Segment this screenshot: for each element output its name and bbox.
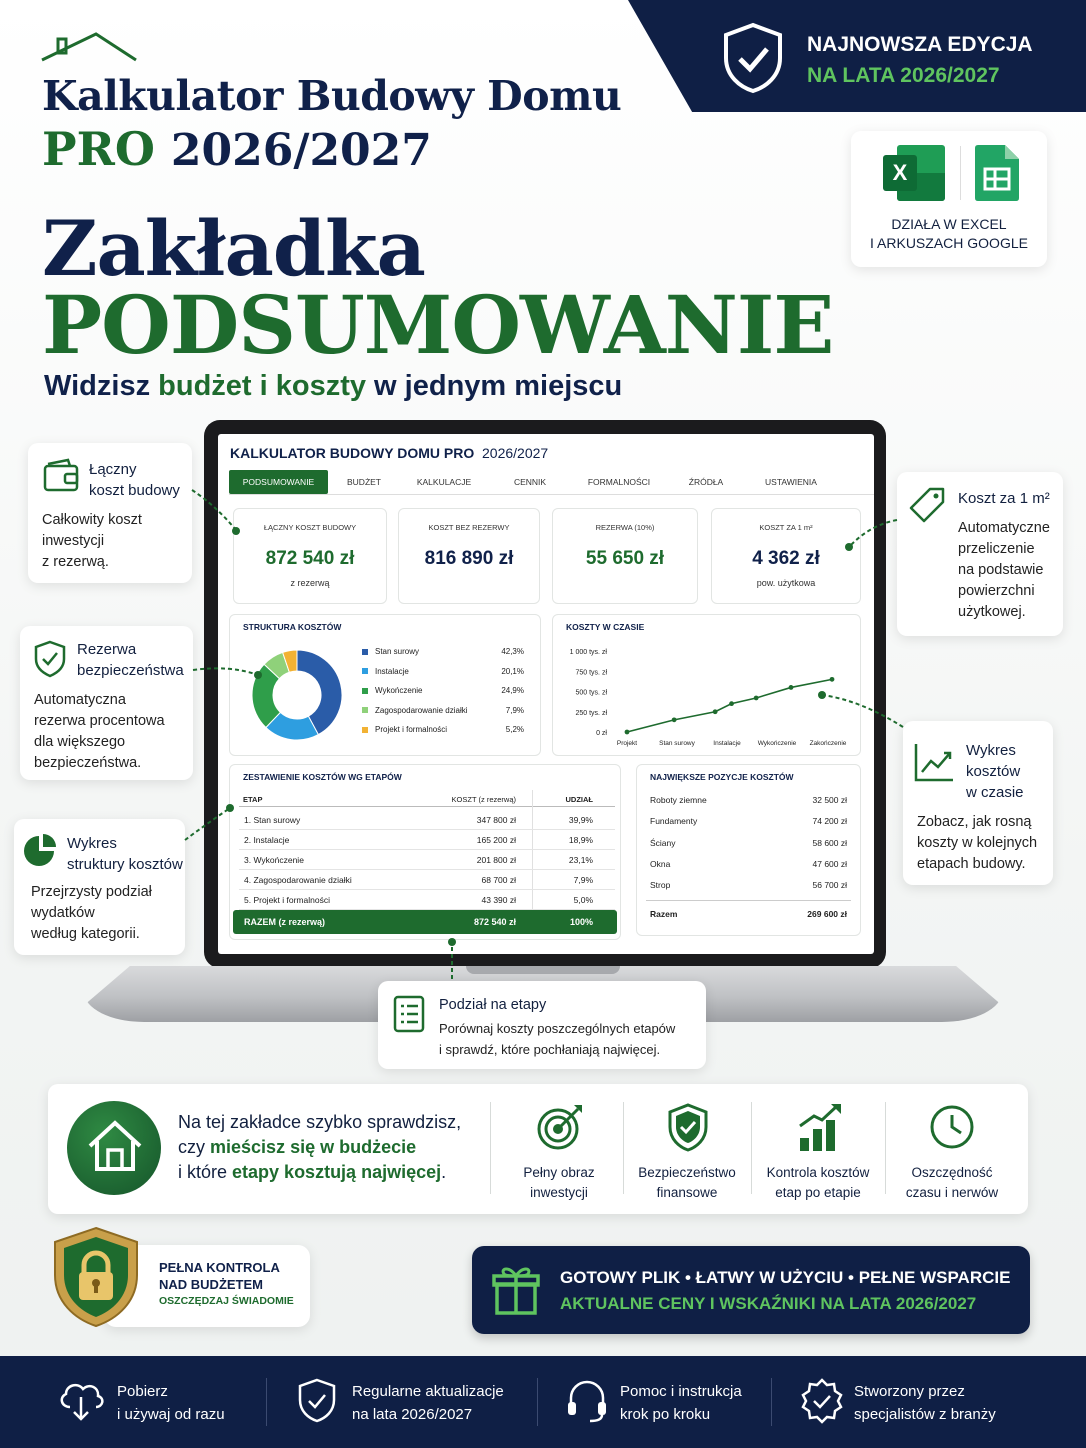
y-tick-label: 1 000 tys. zł [569, 649, 607, 656]
top-item-name: Strop [650, 880, 671, 891]
top-item-name: Fundamenty [650, 816, 698, 827]
footer-updates: Regularne aktualizacje na lata 2026/2027 [352, 1383, 504, 1423]
stages-total-name: RAZEM (z rezerwą) [244, 917, 326, 927]
house-icon [86, 1118, 144, 1174]
top-item-name: Okna [650, 858, 671, 869]
stage-share: 7,9% [573, 875, 593, 885]
shield-check-icon [297, 1378, 337, 1424]
stage-name: 2. Instalacje [244, 835, 290, 845]
stage-name: 3. Wykończenie [244, 855, 304, 865]
page-title: Zakładka [42, 204, 425, 293]
callout-time-title: Wykres kosztów w czasie [966, 742, 1024, 801]
bar-chart-icon [797, 1102, 843, 1152]
top-total-value: 269 600 zł [807, 909, 847, 919]
feature-security: Bezpieczeństwo finansowe [638, 1165, 736, 1200]
legend-item: Instalacje [362, 667, 409, 676]
headset-icon [566, 1378, 608, 1424]
callout-total-text: Całkowity koszt inwestycji z rezerwą. [42, 512, 142, 570]
kpi-total: ŁĄCZNY KOSZT BUDOWY 872 540 zł z rezerwą [233, 508, 387, 604]
legend-item: Projekt i formalności [362, 725, 447, 734]
edition-line2: NA LATA 2026/2027 [807, 64, 1000, 87]
footer-download: Pobierz i używaj od razu [117, 1383, 225, 1423]
feature-full-picture: Pełny obraz inwestycji [523, 1165, 595, 1200]
legend-item: Zagospodarowanie działki [362, 706, 468, 715]
gift-icon [492, 1264, 540, 1316]
stage-name: 1. Stan surowy [244, 815, 301, 825]
y-tick-label: 250 tys. zł [575, 709, 607, 717]
callout-stages-text: Porównaj koszty poszczególnych etapów i sprawdź, które pochłaniają najwięcej. [439, 1021, 676, 1057]
lock-shield-icon [50, 1225, 142, 1329]
legend-item: Wykończenie [362, 686, 423, 695]
tab-ustawienia[interactable]: USTAWIENIA [765, 477, 817, 487]
stages-title: ZESTAWIENIE KOSZTÓW WG ETAPÓW [243, 772, 402, 782]
legend-value: 24,9% [501, 686, 524, 695]
stage-name: 5. Projekt i formalności [244, 895, 330, 905]
tab-cennik[interactable]: CENNIK [513, 477, 547, 487]
stages-header-share: UDZIAŁ [565, 795, 593, 804]
callout-structure-text: Przejrzysty podział wydatków według kategorii. [31, 884, 152, 942]
stage-share: 39,9% [568, 815, 593, 825]
top-item-value: 74 200 zł [812, 816, 847, 827]
structure-title: STRUKTURA KOSZTÓW [243, 622, 342, 632]
stage-cost: 43 390 zł [481, 895, 516, 905]
x-tick-label: Stan surowy [659, 740, 695, 747]
page-title-main: PODSUMOWANIE [42, 278, 834, 372]
stage-cost: 201 800 zł [476, 855, 516, 865]
y-tick-label: 750 tys. zł [575, 669, 607, 677]
stages-header-cost: KOSZT (z rezerwą) [451, 795, 516, 804]
shield-check-icon [666, 1103, 710, 1153]
legend-value: 7,9% [505, 705, 524, 715]
callout-time-text: Zobacz, jak rosną koszty w kolejnych etapach budowy. [917, 814, 1038, 872]
badge-text: PEŁNA KONTROLA NAD BUDŻETEM OSZCZĘDZAJ ŚWIADOMIE [159, 1260, 294, 1307]
badge-check-icon [800, 1378, 844, 1424]
tab-budzet[interactable]: BUDŻET [347, 477, 381, 487]
time-title: KOSZTY W CZASIE [566, 622, 645, 632]
top-item-value: 47 600 zł [812, 858, 847, 869]
summary-text: Na tej zakładce szybko sprawdzisz, czy mieścisz się w budżecie i które etapy kosztują najwięcej. [178, 1112, 462, 1182]
x-tick-label: Zakończenie [809, 740, 847, 747]
x-tick-label: Instalacje [713, 740, 741, 747]
callout-stages-title: Podział na etapy [439, 997, 547, 1013]
ready-file-banner [472, 1246, 1030, 1334]
stages-total-share: 100% [569, 917, 593, 927]
legend-value: 42,3% [501, 647, 524, 656]
top-item-name: Roboty ziemne [650, 795, 707, 805]
top-item-value: 56 700 zł [812, 880, 847, 891]
stage-cost: 68 700 zł [481, 875, 516, 885]
kpi-no-reserve: KOSZT BEZ REZERWY 816 890 zł [398, 508, 540, 604]
x-tick-label: Wykończenie [757, 740, 797, 747]
stages-total-cost: 872 540 zł [473, 917, 516, 927]
banner-line2: AKTUALNE CENY I WSKAŹNIKI NA LATA 2026/2027 [560, 1294, 977, 1313]
stages-header-etap: ETAP [243, 795, 263, 804]
kpi-reserve: REZERWA (10%) 55 650 zł [552, 508, 698, 604]
footer-experts: Stworzony przez specjalistów z branży [854, 1383, 996, 1423]
callout-reserve-title: Rezerwa bezpieczeństwa [77, 641, 184, 679]
stage-cost: 165 200 zł [476, 835, 516, 845]
callout-structure-title: Wykres struktury kosztów [67, 835, 183, 873]
top-item-name: Ściany [650, 837, 676, 848]
top-item-value: 58 600 zł [812, 837, 847, 848]
legend-item: Stan surowy [362, 647, 419, 656]
banner-line1: GOTOWY PLIK • ŁATWY W UŻYCIU • PEŁNE WSPARCIE [560, 1268, 1011, 1287]
feature-saving: Oszczędność czasu i nerwów [905, 1165, 999, 1200]
tab-kalkulacje[interactable]: KALKULACJE [416, 477, 472, 487]
excel-icon: X [883, 145, 945, 201]
clock-icon [929, 1104, 975, 1150]
callout-total-title: Łączny koszt budowy [89, 461, 180, 499]
callout-reserve-text: Automatyczna rezerwa procentowa dla większego bezpieczeństwa. [34, 692, 165, 771]
footer-help: Pomoc i instrukcja krok po kroku [620, 1383, 742, 1423]
callout-per-sqm-text: Automatyczne przeliczenie na podstawie powierzchni użytkowej. [958, 520, 1050, 620]
stage-cost: 347 800 zł [476, 815, 516, 825]
feature-cost-control: Kontrola kosztów etap po etapie [766, 1165, 870, 1200]
legend-value: 20,1% [501, 666, 524, 676]
target-icon [536, 1103, 584, 1151]
compat-text: DZIAŁA W EXCEL I ARKUSZACH GOOGLE [870, 216, 1028, 251]
tab-zrodla[interactable]: ŹRÓDŁA [688, 477, 724, 487]
tab-formalnosci[interactable]: FORMALNOŚCI [587, 477, 651, 487]
stage-share: 23,1% [568, 855, 593, 865]
cloud-download-icon [56, 1377, 106, 1423]
callout-per-sqm-title: Koszt za 1 m² [958, 490, 1050, 507]
top-item-value: 32 500 zł [812, 795, 847, 805]
stage-share: 18,9% [568, 835, 593, 845]
app-title: KALKULATOR BUDOWY DOMU PRO 2026/2027 [230, 445, 549, 461]
kpi-per-sqm: KOSZT ZA 1 m² 4 362 zł pow. użytkowa [711, 508, 861, 604]
brand-subtitle: PRO 2026/2027 [42, 122, 432, 176]
stage-name: 4. Zagospodarowanie działki [244, 875, 352, 885]
legend-value: 5,2% [505, 725, 524, 734]
top-total-name: Razem [650, 909, 678, 919]
brand-title: Kalkulator Budowy Domu [42, 72, 622, 120]
stage-share: 5,0% [573, 895, 593, 905]
page-subtitle: Widzisz budżet i koszty w jednym miejscu [44, 370, 623, 402]
y-tick-label: 500 tys. zł [575, 689, 607, 697]
y-tick-label: 0 zł [596, 730, 607, 737]
tab-podsumowanie[interactable]: PODSUMOWANIE [229, 470, 328, 494]
x-tick-label: Projekt [616, 740, 638, 747]
edition-line1: NAJNOWSZA EDYCJA [807, 33, 1033, 56]
top-items-title: NAJWIĘKSZE POZYCJE KOSZTÓW [650, 772, 794, 782]
